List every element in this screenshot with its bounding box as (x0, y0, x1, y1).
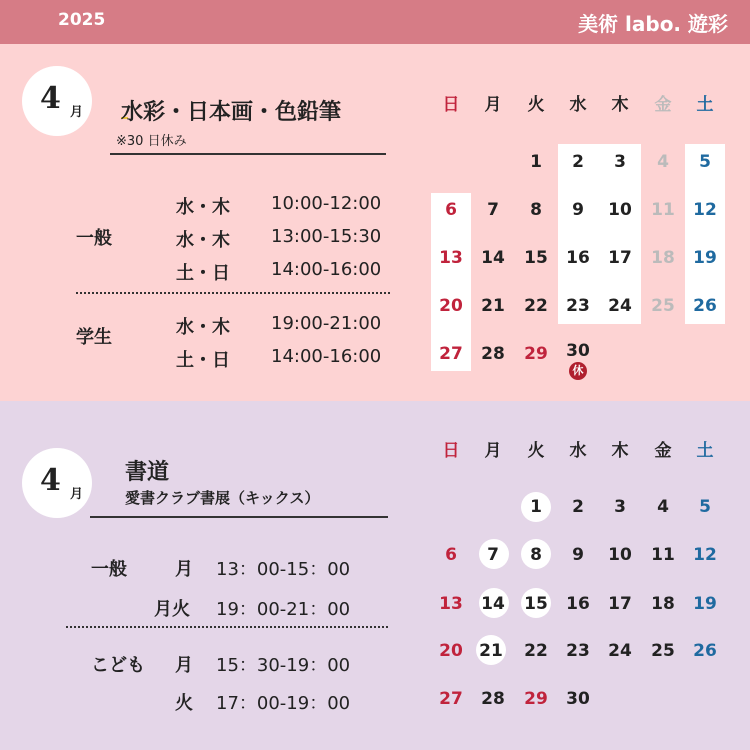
calendar-day: 23 (566, 641, 590, 661)
calendar-day: 26 (693, 296, 717, 316)
calendar-day: 16 (566, 248, 590, 268)
calendar-day: 11 (651, 545, 675, 565)
calendar-day: 28 (481, 689, 505, 709)
calendar-day: 7 (487, 545, 499, 565)
calendar-day: 12 (693, 545, 717, 565)
weekday-header: 日 (442, 441, 460, 461)
calendar-day: 27 (439, 344, 463, 364)
title-rule (110, 153, 386, 155)
calendar-day: 24 (608, 641, 632, 661)
schedule-days: 水・木 (176, 197, 230, 218)
calendar-day: 26 (693, 641, 717, 661)
month-badge (22, 66, 92, 136)
calendar-day: 6 (445, 200, 457, 220)
schedule-days: 水・木 (176, 317, 230, 338)
calendar-day-closed: 30 (566, 341, 590, 361)
weekday-header: 土 (696, 441, 714, 461)
weekday-header: 土 (696, 95, 714, 115)
calendar-day: 11 (651, 200, 675, 220)
brand-name: 美術 labo. 遊彩 (578, 12, 728, 36)
calendar-day: 16 (566, 594, 590, 614)
weekday-header: 日 (442, 95, 460, 115)
month-unit: 月 (70, 105, 84, 120)
month-number: 4 (40, 463, 61, 498)
calendar-day: 18 (651, 248, 675, 268)
calendar-day: 3 (614, 152, 626, 172)
calendar-day: 8 (530, 545, 542, 565)
calendar-day: 4 (657, 152, 669, 172)
schedule-time: 14:00-16:00 (271, 259, 382, 280)
event-subtitle: 愛書クラブ書展（キックス） (125, 489, 320, 507)
calendar-day: 3 (614, 497, 626, 517)
calendar-day: 14 (481, 594, 505, 614)
schedule-time: 13：00-15：00 (216, 559, 351, 580)
weekday-header: 火 (527, 95, 545, 115)
group-label-general: 一般 (91, 559, 127, 580)
calendar-day: 21 (481, 296, 505, 316)
calendar-day: 30 (566, 689, 590, 709)
calendar-day: 1 (530, 497, 542, 517)
weekday-header: 水 (569, 441, 587, 461)
schedule-days: 火 (175, 693, 193, 714)
calendar-day: 13 (439, 594, 463, 614)
closed-day-badge: 休 (569, 362, 587, 380)
schedule-time: 14:00-16:00 (271, 346, 382, 367)
calendar-day: 8 (530, 200, 542, 220)
weekday-header: 金 (654, 95, 672, 115)
calendar-day: 12 (693, 200, 717, 220)
schedule-time: 17：00-19：00 (216, 693, 351, 714)
weekday-header: 月 (484, 95, 502, 115)
weekday-header: 金 (654, 441, 672, 461)
calendar-day: 7 (487, 200, 499, 220)
calendar-day: 5 (699, 152, 711, 172)
schedule-days: 土・日 (176, 263, 230, 284)
month-number: 4 (40, 81, 61, 116)
schedule-days: 月 (175, 655, 193, 676)
schedule-time: 10:00-12:00 (271, 193, 382, 214)
year-label: 2025 (58, 10, 106, 30)
calendar-day: 27 (439, 689, 463, 709)
group-label-children: こども (91, 655, 145, 676)
calendar-day: 14 (481, 248, 505, 268)
calendar-day: 25 (651, 641, 675, 661)
calendar-day: 15 (524, 248, 548, 268)
calendar-day: 22 (524, 641, 548, 661)
calendar-day: 19 (693, 594, 717, 614)
calendar-day: 2 (572, 497, 584, 517)
calendar-day-holiday: 29 (524, 344, 548, 364)
weekday-header: 木 (611, 95, 629, 115)
calendar-day: 20 (439, 296, 463, 316)
calendar-day: 5 (699, 497, 711, 517)
calendar-day: 2 (572, 152, 584, 172)
calendar-day: 22 (524, 296, 548, 316)
calendar-day: 17 (608, 248, 632, 268)
schedule-time: 15：30-19：00 (216, 655, 351, 676)
month-badge (22, 448, 92, 518)
calendar-day: 13 (439, 248, 463, 268)
calendar-day: 25 (651, 296, 675, 316)
dotted-divider (66, 626, 388, 628)
course-title: 水彩・日本画・色鉛筆 (121, 100, 342, 125)
calendar-day: 9 (572, 200, 584, 220)
schedule-time: 19:00-21:00 (271, 313, 382, 334)
calendar-day: 24 (608, 296, 632, 316)
calendar-day: 20 (439, 641, 463, 661)
calendar-day: 6 (445, 545, 457, 565)
calendar-day: 9 (572, 545, 584, 565)
holiday-note: ※30 日休み (116, 134, 187, 149)
calendar-day: 21 (479, 641, 503, 661)
calendar-day-holiday: 29 (524, 689, 548, 709)
calendar-day: 10 (608, 545, 632, 565)
calendar-day: 18 (651, 594, 675, 614)
schedule-days: 月 (175, 559, 193, 580)
course-title: 書道 (125, 460, 170, 485)
calendar-day: 15 (524, 594, 548, 614)
schedule-days: 土・日 (176, 350, 230, 371)
weekday-header: 木 (611, 441, 629, 461)
schedule-time: 13:00-15:30 (271, 226, 382, 247)
weekday-header: 月 (484, 441, 502, 461)
weekday-header: 水 (569, 95, 587, 115)
calendar-day: 4 (657, 497, 669, 517)
group-label-student: 学生 (76, 327, 112, 348)
group-label-general: 一般 (76, 228, 112, 249)
calendar-day: 28 (481, 344, 505, 364)
calendar-day: 10 (608, 200, 632, 220)
weekday-header: 火 (527, 441, 545, 461)
title-rule (90, 516, 388, 518)
calendar-day: 23 (566, 296, 590, 316)
schedule-days: 水・木 (176, 230, 230, 251)
schedule-days: 月火 (154, 599, 190, 620)
dotted-divider (76, 292, 390, 294)
calendar-day: 1 (530, 152, 542, 172)
schedule-time: 19：00-21：00 (216, 599, 351, 620)
calendar-day: 19 (693, 248, 717, 268)
month-unit: 月 (70, 487, 84, 502)
calendar-day: 17 (608, 594, 632, 614)
